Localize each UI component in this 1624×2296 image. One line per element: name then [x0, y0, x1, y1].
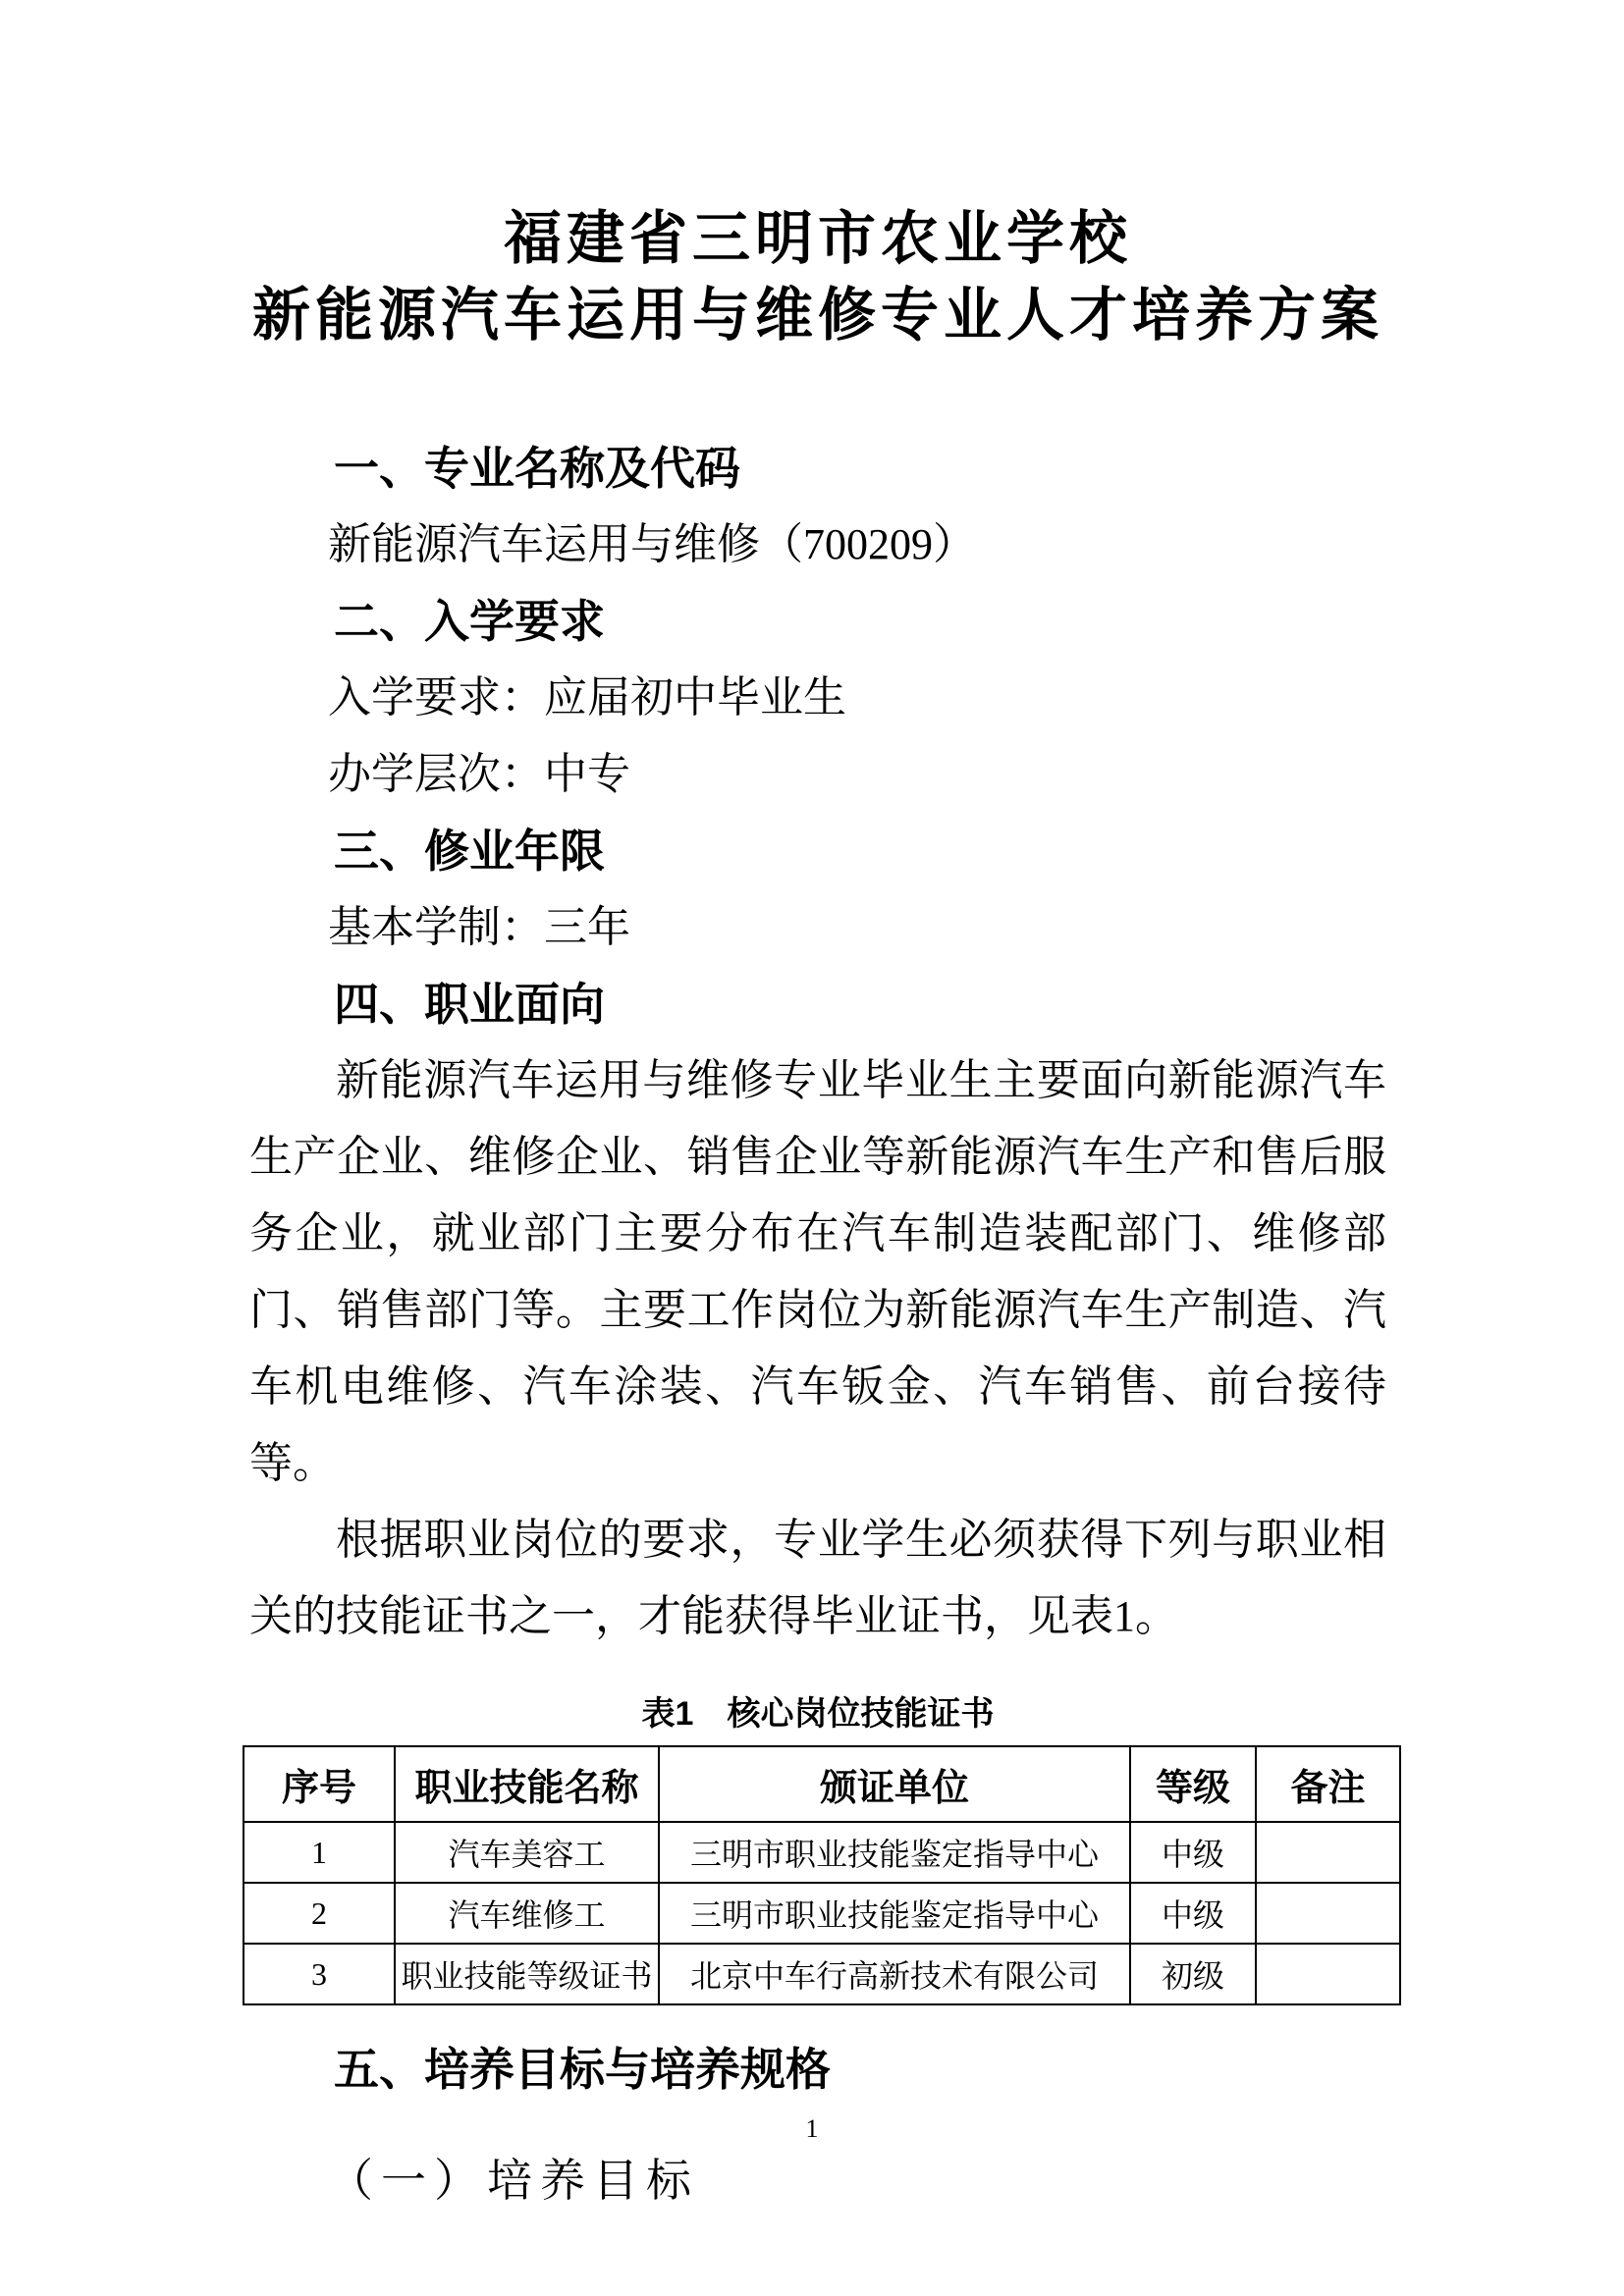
- cell-grade: 中级: [1130, 1883, 1256, 1944]
- table-row: [244, 1883, 1400, 1944]
- table-header-org: 颁证单位: [659, 1746, 1130, 1822]
- cell-org: 三明市职业技能鉴定指导中心: [659, 1822, 1130, 1883]
- table-header-note: 备注: [1256, 1746, 1400, 1822]
- table-row: [244, 1822, 1400, 1883]
- admission-requirement-line: 入学要求：应届初中毕业生: [328, 673, 846, 721]
- cell-skill: 职业技能等级证书: [395, 1944, 659, 2004]
- section-heading-3: 三、修业年限: [334, 826, 605, 877]
- cell-note: [1256, 1944, 1400, 2004]
- cell-skill: 汽车维修工: [395, 1883, 659, 1944]
- subsection-heading-training-objective: （一）培养目标: [328, 2156, 699, 2206]
- section-heading-2: 二、入学要求: [334, 596, 605, 647]
- cell-note: [1256, 1822, 1400, 1883]
- table-header-grade: 等级: [1130, 1746, 1256, 1822]
- education-level-line: 办学层次：中专: [328, 750, 630, 798]
- document-title-line-2: 新能源汽车运用与维修专业人才培养方案: [251, 283, 1383, 347]
- skills-certificate-table: [243, 1745, 1401, 2005]
- table-header-skill: 职业技能名称: [395, 1746, 659, 1822]
- table-header-row: [244, 1746, 1400, 1822]
- cell-skill: 汽车美容工: [395, 1822, 659, 1883]
- table-row: [244, 1944, 1400, 2004]
- cell-note: [1256, 1883, 1400, 1944]
- table-header-seq: 序号: [244, 1746, 395, 1822]
- cell-seq: 2: [244, 1883, 395, 1944]
- major-name-and-code: 新能源汽车运用与维修（700209）: [328, 520, 976, 568]
- cell-seq: 3: [244, 1944, 395, 2004]
- spacer: [249, 353, 1386, 430]
- table-caption: 表1 核心岗位技能证书: [641, 1695, 995, 1733]
- document-title-line-1: 福建省三明市农业学校: [503, 206, 1132, 271]
- cell-org: 三明市职业技能鉴定指导中心: [659, 1883, 1130, 1944]
- schooling-length-line: 基本学制：三年: [328, 903, 630, 951]
- career-orientation-paragraph-1: 新能源汽车运用与维修专业毕业生主要面向新能源汽车生产企业、维修企业、销售企业等新能源汽车生产和售后服务企业，就业部门主要分布在汽车制造装配部门、维修部门、销售部门等。主要工作岗位为新能源汽车生产制造、汽车机电维修、汽车涂装、汽车钣金、汽车销售、前台接待等。: [249, 1056, 1386, 1487]
- section-heading-5: 五、培养目标与培养规格: [334, 2044, 831, 2095]
- cell-org: 北京中车行高新技术有限公司: [659, 1944, 1130, 2004]
- section-heading-1: 一、专业名称及代码: [334, 443, 740, 494]
- page-number: 1: [805, 2114, 819, 2143]
- cell-grade: 初级: [1130, 1944, 1256, 2004]
- document-content: [249, 200, 1386, 2219]
- cell-seq: 1: [244, 1822, 395, 1883]
- cell-grade: 中级: [1130, 1822, 1256, 1883]
- section-heading-4: 四、职业面向: [334, 979, 605, 1030]
- career-orientation-paragraph-2: 根据职业岗位的要求，专业学生必须获得下列与职业相关的技能证书之一，才能获得毕业证书，见表1。: [249, 1516, 1386, 1640]
